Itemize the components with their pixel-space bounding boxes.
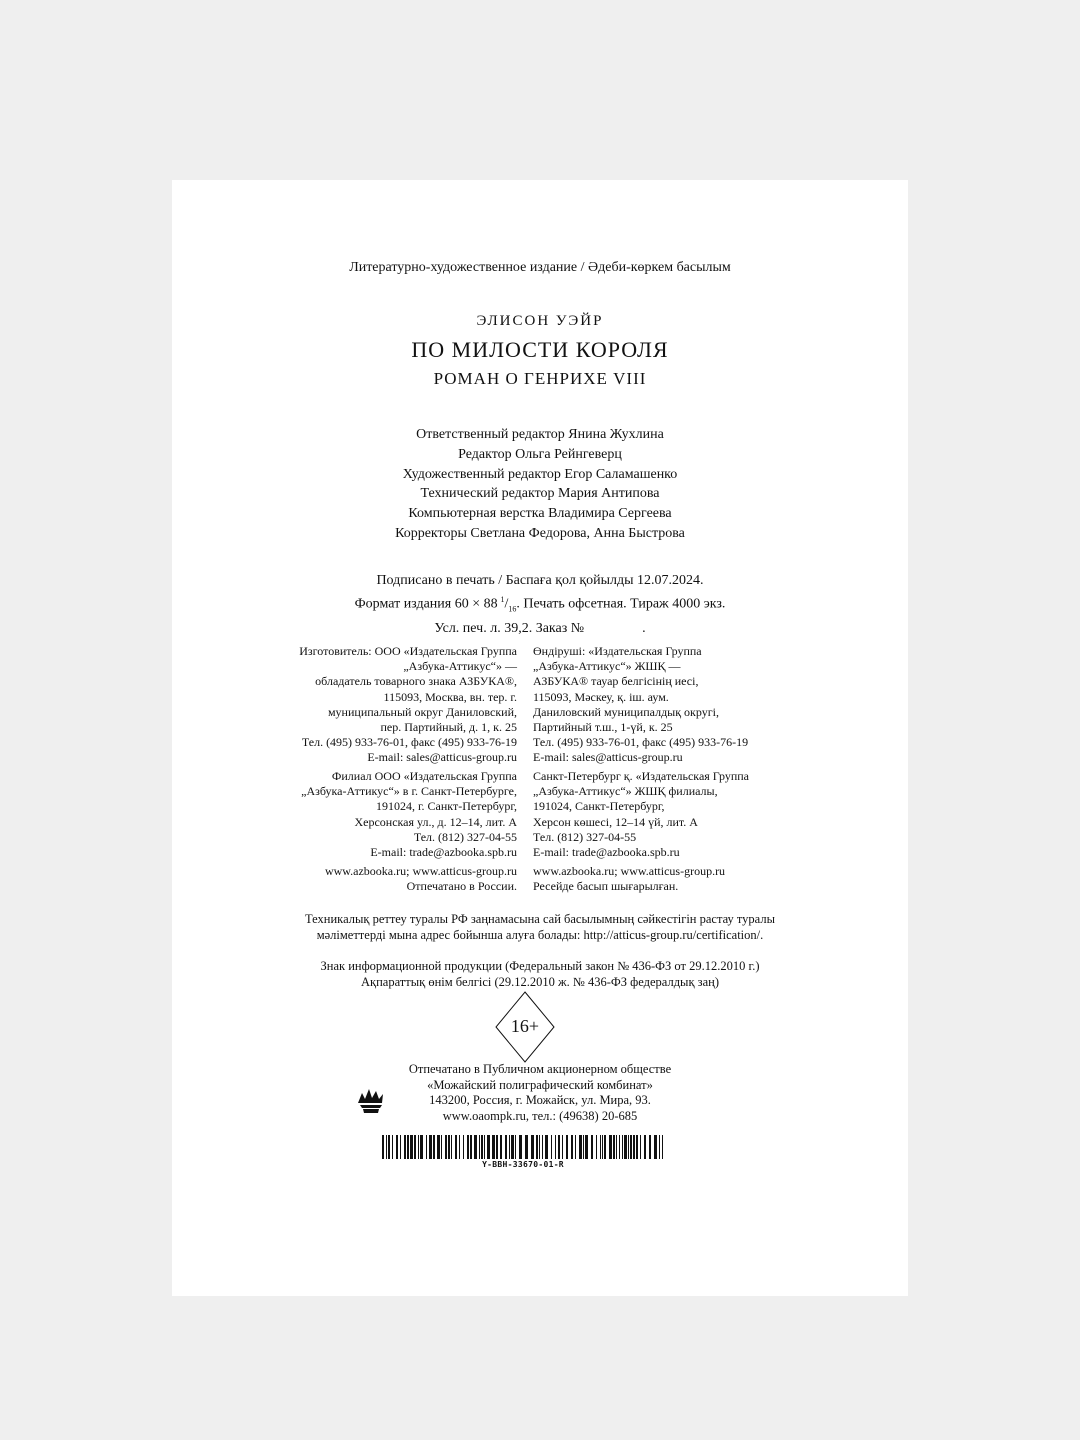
book-imprint-page — [172, 180, 908, 1296]
barcode-bar — [622, 1135, 623, 1159]
barcode-bar — [386, 1135, 387, 1159]
barcode-bar — [555, 1135, 556, 1159]
barcode-bar — [433, 1135, 435, 1159]
barcode-bar — [474, 1135, 477, 1159]
barcode-bar — [441, 1135, 442, 1159]
barcode-bar — [609, 1135, 612, 1159]
barcode-bar — [448, 1135, 450, 1159]
barcode-bar — [531, 1135, 534, 1159]
web-kz: www.azbooka.ru; www.atticus-group.ru Ресейде басып шығарылған. — [533, 864, 726, 894]
barcode-bar — [640, 1135, 641, 1159]
barcode-bar — [437, 1135, 440, 1159]
barcode-bar — [562, 1135, 563, 1159]
barcode-bar — [414, 1135, 416, 1159]
author-name: ЭЛИСОН УЭЙР — [476, 313, 604, 329]
credit-line: Ответственный редактор Янина Жухлина — [416, 427, 664, 442]
barcode-bar — [579, 1135, 582, 1159]
barcode-bar — [492, 1135, 495, 1159]
printing-house: Отпечатано в Публичном акционерном обществе «Можайский полиграфический комбинат» 143200, Россия, г. Можайск, ул. Мира, 93. www.oaompk.ru, тел.: (49638) 20-685 — [408, 1062, 672, 1123]
barcode-label: Y-BBH-33670-01-R — [482, 1160, 564, 1169]
credit-line: Технический редактор Мария Антипова — [420, 486, 660, 502]
barcode-bar — [500, 1135, 502, 1159]
barcode-bar — [636, 1135, 638, 1159]
barcode-bar — [585, 1135, 588, 1159]
barcode-bar — [496, 1135, 498, 1159]
barcode-bar — [662, 1135, 663, 1159]
barcode-bar — [542, 1135, 543, 1159]
barcode-bar — [536, 1135, 538, 1159]
print-sheets: Усл. печ. л. 39,2. Заказ № . — [434, 621, 646, 637]
barcode-bar — [596, 1135, 597, 1159]
barcode-bar — [487, 1135, 490, 1159]
barcode-bar — [484, 1135, 485, 1159]
credit-line: Компьютерная верстка Владимира Сергеева — [408, 506, 672, 522]
barcode — [382, 1135, 664, 1159]
barcode-bar — [388, 1135, 390, 1159]
signed-to-print: Подписано в печать / Баспаға қол қойылды 12.07.2024. — [376, 573, 704, 588]
barcode-bar — [404, 1135, 406, 1159]
print-info — [172, 571, 908, 639]
info-product-sign: Знак информационной продукции (Федеральный закон № 436-ФЗ от 29.12.2010 г.) Ақпараттық өнім белгісі (29.12.2010 ж. № 436-ФЗ федералдық заң) — [320, 959, 760, 989]
barcode-bar — [571, 1135, 573, 1159]
barcode-bar — [558, 1135, 560, 1159]
barcode-bar — [392, 1135, 393, 1159]
barcode-bar — [525, 1135, 528, 1159]
barcode-bar — [602, 1135, 603, 1159]
barcode-bar — [616, 1135, 617, 1159]
barcode-bar — [382, 1135, 384, 1159]
manufacturer-ru: Изготовитель: ООО «Издательская Группа „Азбука-Аттикус“» — обладатель товарного знака АЗБУКА®, 115093, Москва, вн. тер. г. муниципальный округ Даниловский, пер. Партийный, д. 1, к. 25 Тел. (495) 933-76-01, факс (495) 933-76-19 E-mail: sales@atticus-group.ru — [299, 644, 517, 765]
barcode-bar — [470, 1135, 472, 1159]
barcode-bar — [551, 1135, 552, 1159]
barcode-bar — [420, 1135, 423, 1159]
barcode-bar — [619, 1135, 620, 1159]
branch-kz: Санкт-Петербург қ. «Издательская Группа „Азбука-Аттикус“» ЖШҚ филиалы, 191024, Санкт-Петербург, Херсон көшесі, 12–14 үй, лит. А Тел. (812) 327-04-55 E-mail: trade@azbooka.spb.ru — [533, 769, 749, 860]
credit-line: Художественный редактор Егор Саламашенко — [402, 466, 678, 482]
barcode-bar — [654, 1135, 657, 1159]
credit-line: Корректоры Светлана Федорова, Анна Быстрова — [395, 525, 685, 541]
barcode-bar — [410, 1135, 413, 1159]
barcode-bar — [515, 1135, 516, 1159]
barcode-bar — [613, 1135, 615, 1159]
barcode-bar — [628, 1135, 629, 1159]
barcode-bar — [429, 1135, 432, 1159]
age-rating-label: 16+ — [510, 1016, 540, 1036]
barcode-bar — [481, 1135, 483, 1159]
branch-ru: Филиал ООО «Издательская Группа „Азбука-Аттикус“» в г. Санкт-Петербурге, 191024, г. Санкт-Петербург, Херсонская ул., д. 12–14, лит. А Тел. (812) 327-04-55 E-mail: trade@azbooka.spb.ru — [301, 769, 517, 860]
barcode-bar — [455, 1135, 457, 1159]
credit-line: Редактор Ольга Рейнгеверц — [458, 446, 622, 462]
barcode-bar — [624, 1135, 627, 1159]
barcode-bar — [479, 1135, 480, 1159]
barcode-bar — [511, 1135, 514, 1159]
barcode-bar — [509, 1135, 510, 1159]
barcode-bar — [649, 1135, 651, 1159]
barcode-bar — [575, 1135, 576, 1159]
barcode-bar — [591, 1135, 593, 1159]
book-subtitle: РОМАН О ГЕНРИХЕ VIII — [433, 369, 647, 388]
barcode-bar — [583, 1135, 584, 1159]
barcode-bar — [505, 1135, 507, 1159]
barcode-bar — [445, 1135, 447, 1159]
barcode-bar — [459, 1135, 460, 1159]
barcode-bar — [519, 1135, 522, 1159]
barcode-bar — [467, 1135, 469, 1159]
manufacturer-kz: Өндіруші: «Издательская Группа „Азбука-Аттикус“» ЖШҚ — АЗБУКА® тауар белгісінің иесі, 115093, Мәскеу, қ. іш. аум. Даниловский муниципалдық округі, Партийный т.ш., 1-үй, к. 25 Тел. (495) 933-76-01, факс (495) 933-76-19 E-mail: sales@atticus-group.ru — [533, 644, 749, 765]
barcode-bar — [396, 1135, 398, 1159]
edition-format: Формат издания 60 × 88 $^1/_{16}$. Печать офсетная. Тираж 4000 экз. — [354, 595, 726, 614]
book-title: ПО МИЛОСТИ КОРОЛЯ — [411, 337, 669, 362]
barcode-bar — [426, 1135, 427, 1159]
barcode-bar — [418, 1135, 419, 1159]
barcode-bar — [545, 1135, 548, 1159]
barcode-bar — [604, 1135, 606, 1159]
barcode-bar — [463, 1135, 464, 1159]
barcode-bar — [566, 1135, 568, 1159]
barcode-bar — [644, 1135, 646, 1159]
barcode-bar — [407, 1135, 409, 1159]
web-ru: www.azbooka.ru; www.atticus-group.ru Отпечатано в России. — [324, 864, 517, 894]
barcode-bar — [630, 1135, 632, 1159]
barcode-bar — [659, 1135, 660, 1159]
barcode-bar — [600, 1135, 601, 1159]
barcode-bar — [633, 1135, 635, 1159]
barcode-bar — [400, 1135, 401, 1159]
barcode-bar — [539, 1135, 540, 1159]
editorial-credits — [172, 425, 908, 544]
edition-type: Литературно-художественное издание / Әдеби-көркем басылым — [349, 260, 731, 275]
certification-note: Техникалық реттеу туралы РФ заңнамасына сай басылымның сәйкестігін растау туралы мәліметтерді мына адрес бойынша алуға болады: http://atticus-group.ru/certification/. — [305, 912, 775, 942]
barcode-bar — [451, 1135, 452, 1159]
age-rating-badge — [495, 991, 555, 1063]
